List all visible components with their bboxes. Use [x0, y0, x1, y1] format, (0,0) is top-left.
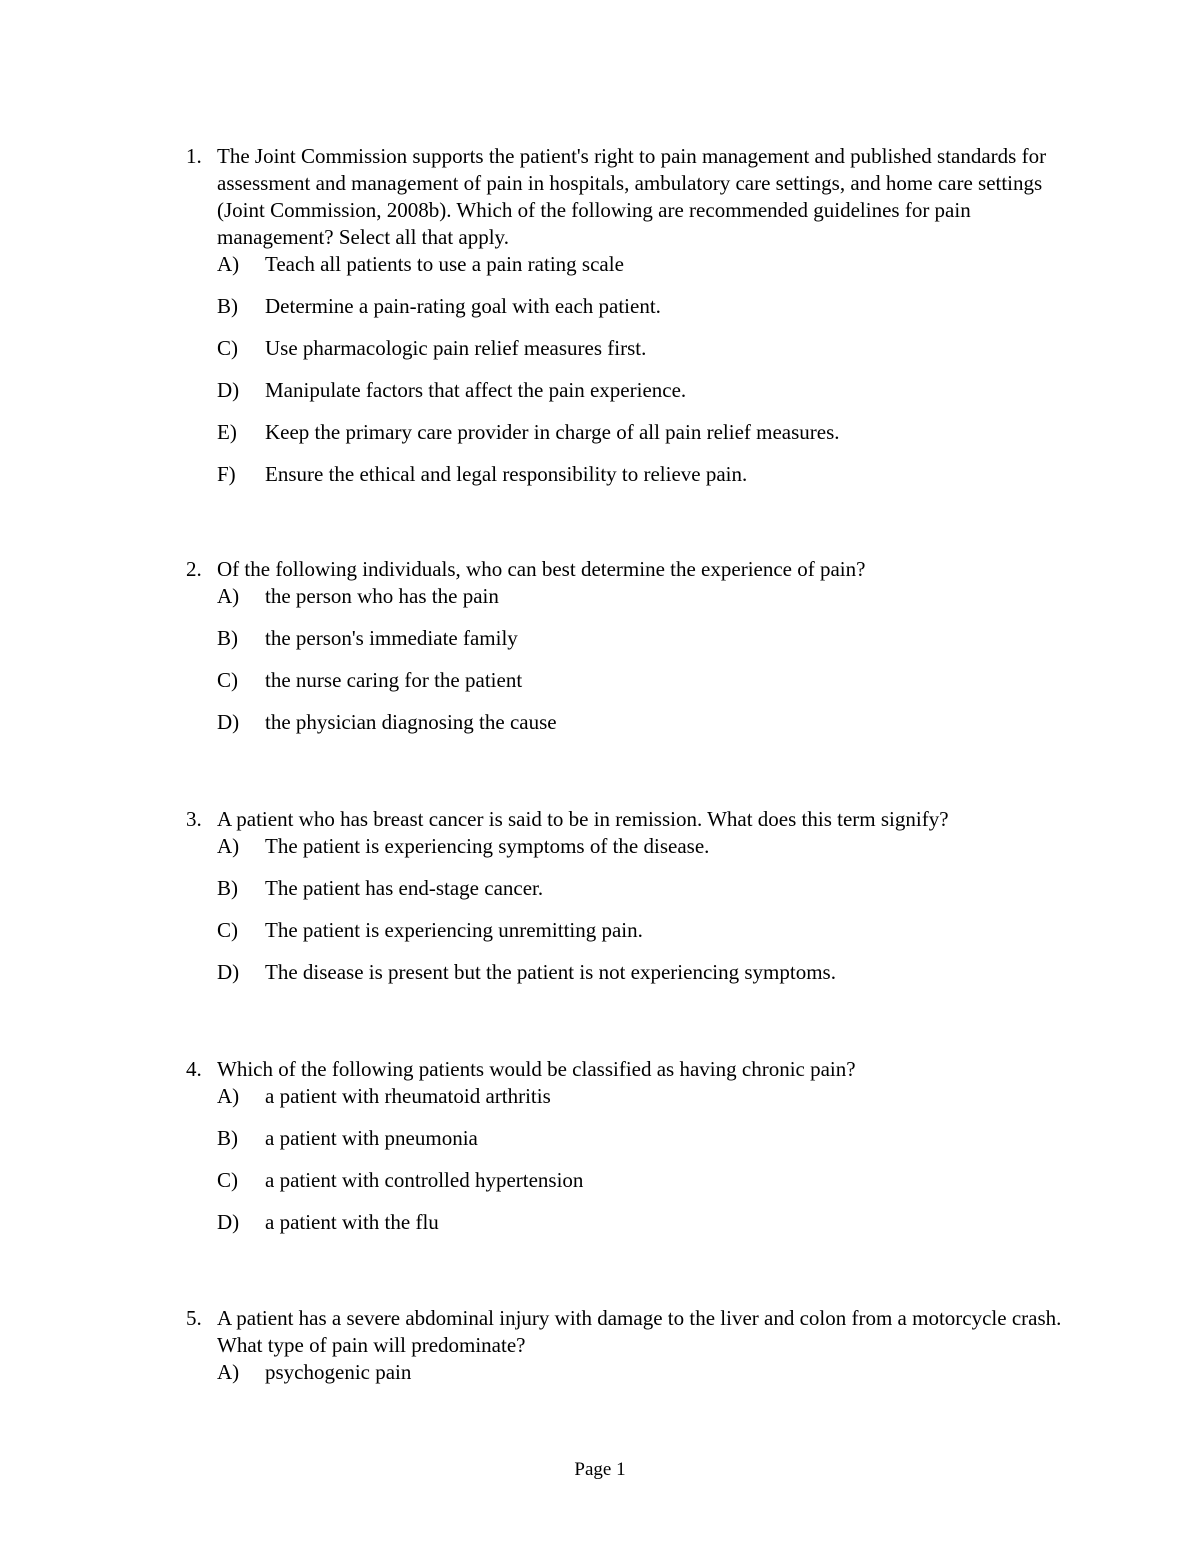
question-number: 3.	[186, 807, 202, 831]
answer-choice	[217, 419, 1066, 446]
choice-letter: F)	[217, 462, 236, 486]
choice-letter: E)	[217, 420, 237, 444]
question-text: Of the following individuals, who can best determine the experience of pain?	[217, 557, 866, 581]
page-footer	[0, 1459, 1200, 1481]
answer-choice	[217, 251, 1066, 278]
choice-text: a patient with the flu	[265, 1210, 439, 1234]
answer-choice	[217, 1209, 1066, 1236]
choice-text: the person's immediate family	[265, 626, 518, 650]
choice-letter: C)	[217, 1168, 238, 1192]
question-number: 1.	[186, 144, 202, 168]
answer-choice	[217, 1083, 1066, 1110]
answer-choices	[186, 1083, 1066, 1236]
answer-choice	[217, 1167, 1066, 1194]
answer-choice	[217, 917, 1066, 944]
choice-text: The patient is experiencing unremitting pain.	[265, 918, 643, 942]
choice-letter: B)	[217, 626, 238, 650]
question-text: Which of the following patients would be classified as having chronic pain?	[217, 1057, 856, 1081]
question-stem	[186, 143, 1066, 251]
choice-text: a patient with rheumatoid arthritis	[265, 1084, 551, 1108]
choice-text: The patient is experiencing symptoms of the disease.	[265, 834, 710, 858]
question-3	[186, 806, 1066, 986]
choice-text: a patient with controlled hypertension	[265, 1168, 584, 1192]
answer-choice	[217, 959, 1066, 986]
answer-choices	[186, 583, 1066, 736]
answer-choice	[217, 335, 1066, 362]
question-stem	[186, 806, 1066, 833]
answer-choice	[217, 377, 1066, 404]
choice-text: Use pharmacologic pain relief measures first.	[265, 336, 647, 360]
choice-letter: A)	[217, 834, 240, 858]
choice-letter: A)	[217, 584, 240, 608]
choice-letter: A)	[217, 1084, 240, 1108]
answer-choice	[217, 709, 1066, 736]
answer-choices	[186, 833, 1066, 986]
question-stem	[186, 1305, 1066, 1359]
question-5	[186, 1305, 1066, 1386]
choice-letter: C)	[217, 918, 238, 942]
question-number: 4.	[186, 1057, 202, 1081]
question-text: A patient who has breast cancer is said to be in remission. What does this term signify?	[217, 807, 949, 831]
choice-letter: A)	[217, 1360, 240, 1384]
answer-choice	[217, 293, 1066, 320]
question-text: The Joint Commission supports the patient's right to pain management and published standards for assessment and management of pain in hospitals, ambulatory care settings, and home care settings (Joint Commission, 2008b). Which of the following are recommended guidelines for pain management? Select all that apply.	[217, 144, 1047, 249]
choice-letter: D)	[217, 1210, 240, 1234]
answer-choice	[217, 667, 1066, 694]
page-number: Page 1	[574, 1459, 626, 1480]
question-1	[186, 143, 1066, 488]
question-number: 2.	[186, 557, 202, 581]
answer-choice	[217, 1125, 1066, 1152]
answer-choices	[186, 251, 1066, 488]
choice-letter: D)	[217, 710, 240, 734]
choice-text: The disease is present but the patient is not experiencing symptoms.	[265, 960, 836, 984]
answer-choice	[217, 583, 1066, 610]
choice-letter: B)	[217, 1126, 238, 1150]
choice-text: Teach all patients to use a pain rating scale	[265, 252, 624, 276]
answer-choice	[217, 1359, 1066, 1386]
choice-text: Ensure the ethical and legal responsibility to relieve pain.	[265, 462, 748, 486]
choice-text: Keep the primary care provider in charge of all pain relief measures.	[265, 420, 840, 444]
choice-text: Manipulate factors that affect the pain experience.	[265, 378, 687, 402]
choice-letter: C)	[217, 336, 238, 360]
answer-choice	[217, 625, 1066, 652]
choice-letter: C)	[217, 668, 238, 692]
answer-choices	[186, 1359, 1066, 1386]
question-stem	[186, 556, 1066, 583]
answer-choice	[217, 461, 1066, 488]
choice-text: Determine a pain-rating goal with each patient.	[265, 294, 661, 318]
choice-text: psychogenic pain	[265, 1360, 412, 1384]
answer-choice	[217, 833, 1066, 860]
choice-text: The patient has end-stage cancer.	[265, 876, 544, 900]
choice-text: the physician diagnosing the cause	[265, 710, 557, 734]
choice-letter: B)	[217, 294, 238, 318]
choice-letter: A)	[217, 252, 240, 276]
choice-letter: B)	[217, 876, 238, 900]
choice-text: a patient with pneumonia	[265, 1126, 478, 1150]
question-4	[186, 1056, 1066, 1236]
question-2	[186, 556, 1066, 736]
choice-text: the nurse caring for the patient	[265, 668, 523, 692]
question-stem	[186, 1056, 1066, 1083]
answer-choice	[217, 875, 1066, 902]
choice-letter: D)	[217, 960, 240, 984]
choice-text: the person who has the pain	[265, 584, 499, 608]
choice-letter: D)	[217, 378, 240, 402]
question-number: 5.	[186, 1306, 202, 1330]
question-text: A patient has a severe abdominal injury with damage to the liver and colon from a motorcycle crash. What type of pain will predominate?	[217, 1306, 1062, 1357]
